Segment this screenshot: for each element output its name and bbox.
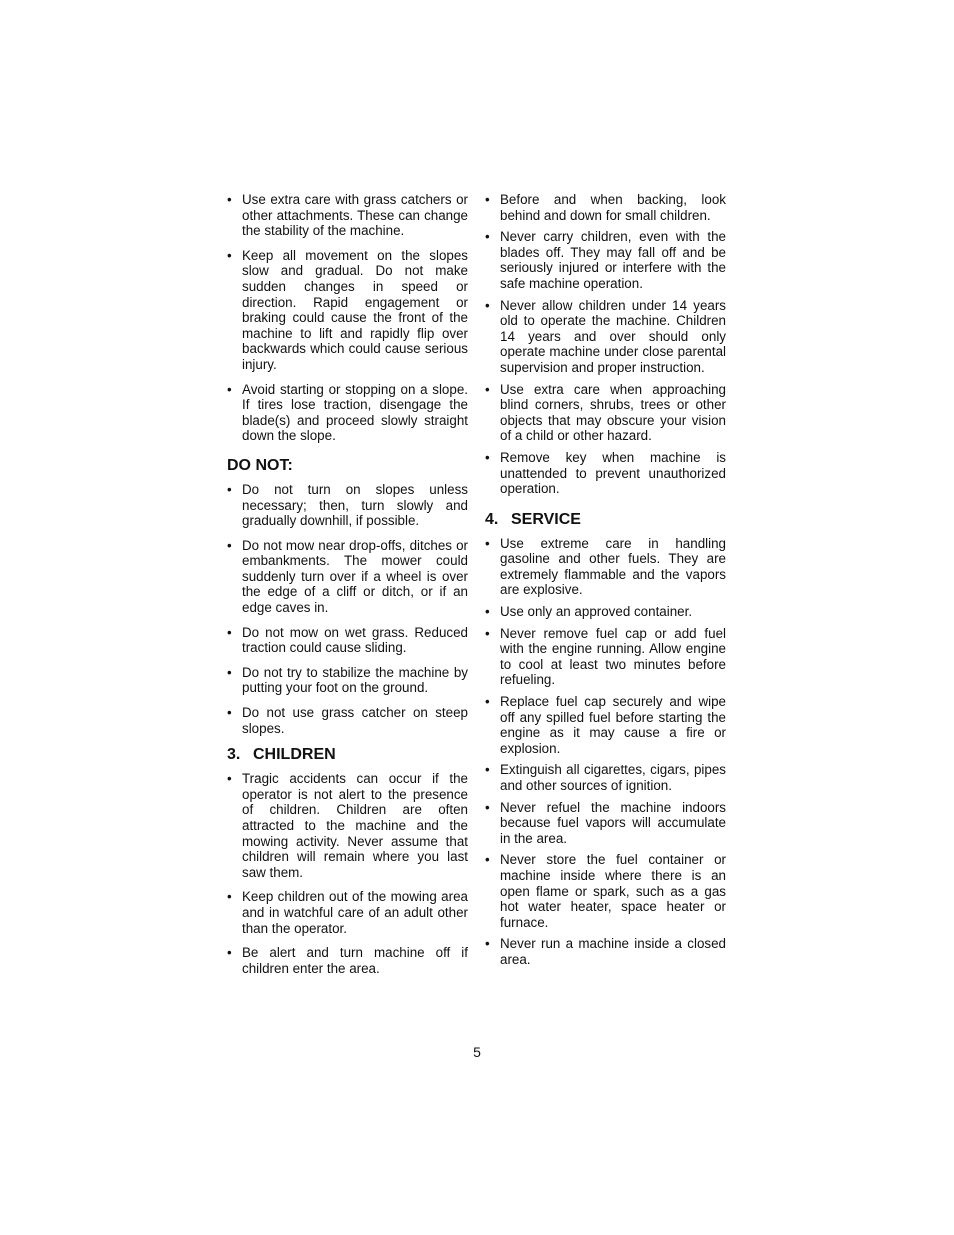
list-item: • Use extreme care in handling gasoline and other fuels. They are extremely flammable and the vapors are explosive. [485,536,726,598]
list-item: • Do not try to stabilize the machine by putting your foot on the ground. [227,665,468,696]
list-item: • Never allow children under 14 years old to operate the machine. Children 14 years and over should only operate machine under close parental supervision and proper instruction. [485,298,726,376]
section-number: 4. [485,510,499,528]
right-column [485,192,726,974]
list-item: • Use only an approved container. [485,604,726,620]
section-number: 3. [227,746,241,764]
list-item: • Do not mow near drop-offs, ditches or embankments. The mower could suddenly turn over if a wheel is over the edge of a cliff or ditch, or if an edge caves in. [227,538,468,616]
list-item: • Do not use grass catcher on steep slopes. [227,705,468,736]
list-item: • Do not turn on slopes unless necessary; then, turn slowly and gradually downhill, if possible. [227,482,468,529]
list-item: • Never carry children, even with the blades off. They may fall off and be seriously injured or interfere with the safe machine operation. [485,229,726,291]
list-item: • Never refuel the machine indoors because fuel vapors will accumulate in the area. [485,800,726,847]
list-item: • Keep all movement on the slopes slow and gradual. Do not make sudden changes in speed or direction. Rapid engagement or braking could cause the front of the machine to lift and rapidly flip over backwards which could cause serious injury. [227,248,468,373]
children-list-right [485,192,726,497]
list-item: • Tragic accidents can occur if the operator is not alert to the presence of children. Children are often attracted to the machine and the mowing activity. Never assume that children will remain where you last saw them. [227,771,468,880]
list-item: • Replace fuel cap securely and wipe off any spilled fuel before starting the engine as it may cause a fire or explosion. [485,694,726,756]
list-item: • Never remove fuel cap or add fuel with the engine running. Allow engine to cool at least two minutes before refueling. [485,626,726,688]
service-heading [485,510,726,530]
list-item: • Do not mow on wet grass. Reduced traction could cause sliding. [227,625,468,656]
list-item: • Never run a machine inside a closed area. [485,936,726,967]
service-list [485,536,726,968]
section-title: CHILDREN [253,746,336,764]
list-item: • Never store the fuel container or machine inside where there is an open flame or spark, such as a gas hot water heater, space heater or furnace. [485,852,726,930]
children-list-left [227,771,468,976]
list-item: • Extinguish all cigarettes, cigars, pipes and other sources of ignition. [485,762,726,793]
list-item: • Avoid starting or stopping on a slope. If tires lose traction, disengage the blade(s) and proceed slowly straight down the slope. [227,382,468,444]
list-item: • Use extra care when approaching blind corners, shrubs, trees or other objects that may obscure your vision of a child or other hazard. [485,382,726,444]
section-title: SERVICE [511,510,581,528]
page-number: 5 [473,1044,481,1060]
children-heading [227,745,468,765]
list-item: • Remove key when machine is unattended to prevent unauthorized operation. [485,450,726,497]
slopes-list [227,192,468,444]
list-item: • Use extra care with grass catchers or other attachments. These can change the stability of the machine. [227,192,468,239]
do-not-heading: DO NOT: [227,456,293,474]
list-item: • Be alert and turn machine off if children enter the area. [227,945,468,976]
left-column [227,192,468,985]
do-not-list [227,482,468,736]
list-item: • Before and when backing, look behind and down for small children. [485,192,726,223]
list-item: • Keep children out of the mowing area and in watchful care of an adult other than the operator. [227,889,468,936]
